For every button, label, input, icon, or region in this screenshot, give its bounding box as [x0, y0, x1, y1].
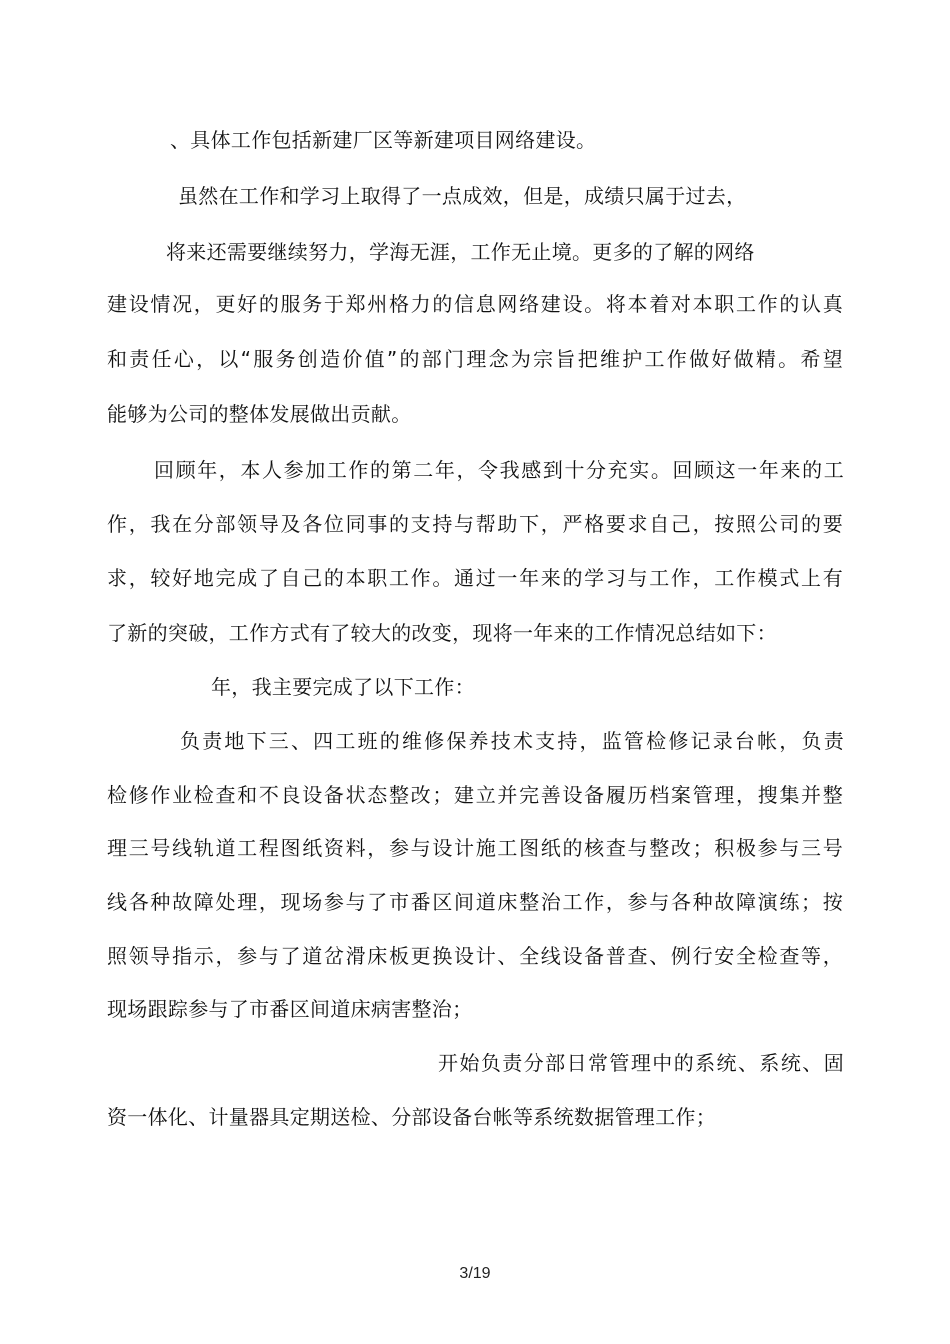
- text-line-12: 负责地下三、四工班的维修保养技术支持，监管检修记录台帐，负责: [180, 729, 844, 753]
- text-line-18: 开始负责分部日常管理中的系统、系统、固: [438, 1051, 844, 1075]
- text-line-3: 将来还需要继续努力，学海无涯，工作无止境。更多的了解的网络: [166, 240, 755, 264]
- text-line-16: 照领导指示，参与了道岔滑床板更换设计、全线设备普查、例行安全检查等，: [107, 944, 843, 968]
- text-line-13: 检修作业检查和不良设备状态整改；建立并完善设备履历档案管理，搜集并整: [107, 783, 843, 807]
- text-line-5: 和责任心，以“服务创造价值”的部门理念为宗旨把维护工作做好做精。希望: [107, 347, 843, 371]
- text-line-15: 线各种故障处理，现场参与了市番区间道床整治工作，参与各种故障演练；按: [107, 890, 843, 914]
- page-number: 3/19: [459, 1265, 491, 1282]
- text-line-10: 了新的突破，工作方式有了较大的改变，现将一年来的工作情况总结如下：: [107, 621, 777, 645]
- text-line-7: 回顾年，本人参加工作的第二年，令我感到十分充实。回顾这一年来的工: [154, 458, 844, 482]
- text-line-6: 能够为公司的整体发展做出贡献。: [107, 402, 412, 426]
- text-line-8: 作，我在分部领导及各位同事的支持与帮助下，严格要求自己，按照公司的要: [107, 512, 843, 536]
- text-line-17: 现场跟踪参与了市番区间道床病害整治；: [107, 997, 473, 1021]
- text-line-1: 、具体工作包括新建厂区等新建项目网络建设。: [170, 128, 597, 152]
- text-line-2: 虽然在工作和学习上取得了一点成效，但是，成绩只属于过去，: [178, 184, 747, 208]
- text-line-19: 资一体化、计量器具定期送检、分部设备台帐等系统数据管理工作；: [107, 1105, 716, 1129]
- text-line-11: 年，我主要完成了以下工作：: [211, 675, 475, 699]
- text-line-9: 求，较好地完成了自己的本职工作。通过一年来的学习与工作，工作模式上有: [107, 566, 843, 590]
- text-line-4: 建设情况，更好的服务于郑州格力的信息网络建设。将本着对本职工作的认真: [107, 292, 843, 316]
- text-line-14: 理三号线轨道工程图纸资料，参与设计施工图纸的核查与整改；积极参与三号: [107, 836, 843, 860]
